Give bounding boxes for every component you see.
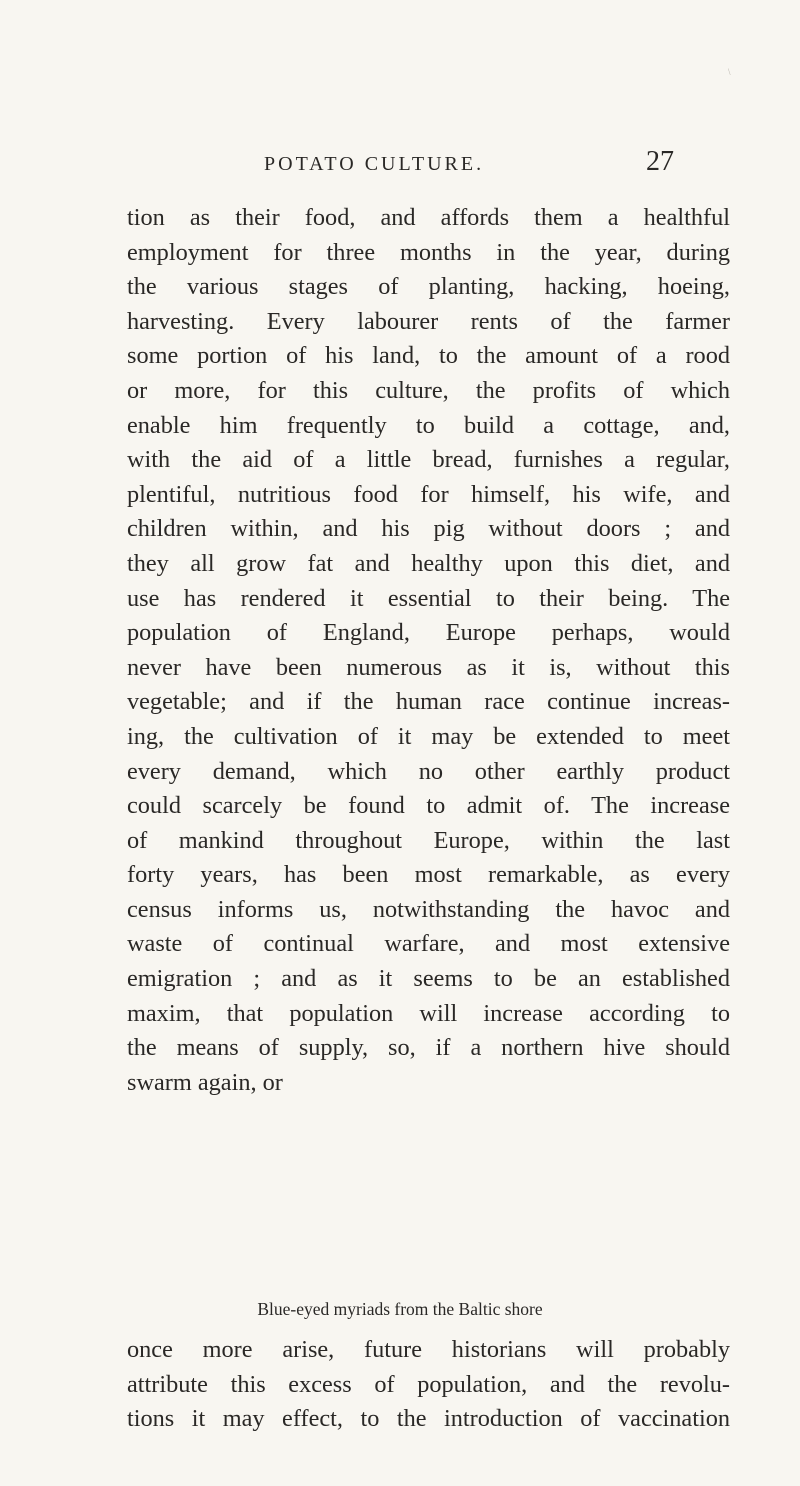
text-line: maxim, that population will increase according to [127,999,730,1027]
text-line: once more arise, future historians will probably [127,1336,730,1363]
text-line: the various stages of planting, hacking, hoeing, [127,273,730,301]
text-line: never have been numerous as it is, without this [127,653,730,681]
text-line: attribute this excess of population, and the revolu- [127,1370,730,1398]
text-line: forty years, has been most remarkable, as every [127,861,730,889]
text-line: of mankind throughout Europe, within the last [127,826,730,854]
text-line: ing, the cultivation of it may be extended to meet [127,722,730,750]
text-line: could scarcely be found to admit of. The increase [127,792,730,820]
text-line: tion as their food, and affords them a healthful [127,204,730,231]
text-line: enable him frequently to build a cottage, and, [127,411,730,439]
text-line: the means of supply, so, if a northern hive should [127,1034,730,1062]
text-line: or more, for this culture, the profits of which [127,376,730,404]
corner-mark: \ [728,67,731,77]
text-line: employment for three months in the year, during [127,238,730,266]
text-line: harvesting. Every labourer rents of the farmer [127,307,730,335]
text-line: tions it may effect, to the introduction of vaccination [127,1405,730,1433]
page-number: 27 [646,146,674,177]
text-line: every demand, which no other earthly product [127,757,730,785]
text-line: with the aid of a little bread, furnishes a regular, [127,446,730,474]
text-line: use has rendered it essential to their being. The [127,584,730,612]
verse-quotation: Blue-eyed myriads from the Baltic shore [257,1299,543,1319]
text-line: they all grow fat and healthy upon this diet, and [127,549,730,577]
text-line: population of England, Europe perhaps, would [127,619,730,647]
text-line: waste of continual warfare, and most extensive [127,930,730,958]
text-line: census informs us, notwithstanding the havoc and [127,895,730,923]
main-paragraph [127,201,730,1100]
text-line: vegetable; and if the human race continue increas- [127,688,730,716]
running-head [0,144,800,184]
text-line: children within, and his pig without doors ; and [127,515,730,543]
text-line: emigration ; and as it seems to be an established [127,965,730,993]
continuation-paragraph [127,1333,730,1437]
text-line: swarm again, or [127,1068,283,1096]
text-line: some portion of his land, to the amount of a rood [127,342,730,370]
text-line: plentiful, nutritious food for himself, his wife, and [127,480,730,508]
running-title: POTATO CULTURE. [264,153,485,175]
